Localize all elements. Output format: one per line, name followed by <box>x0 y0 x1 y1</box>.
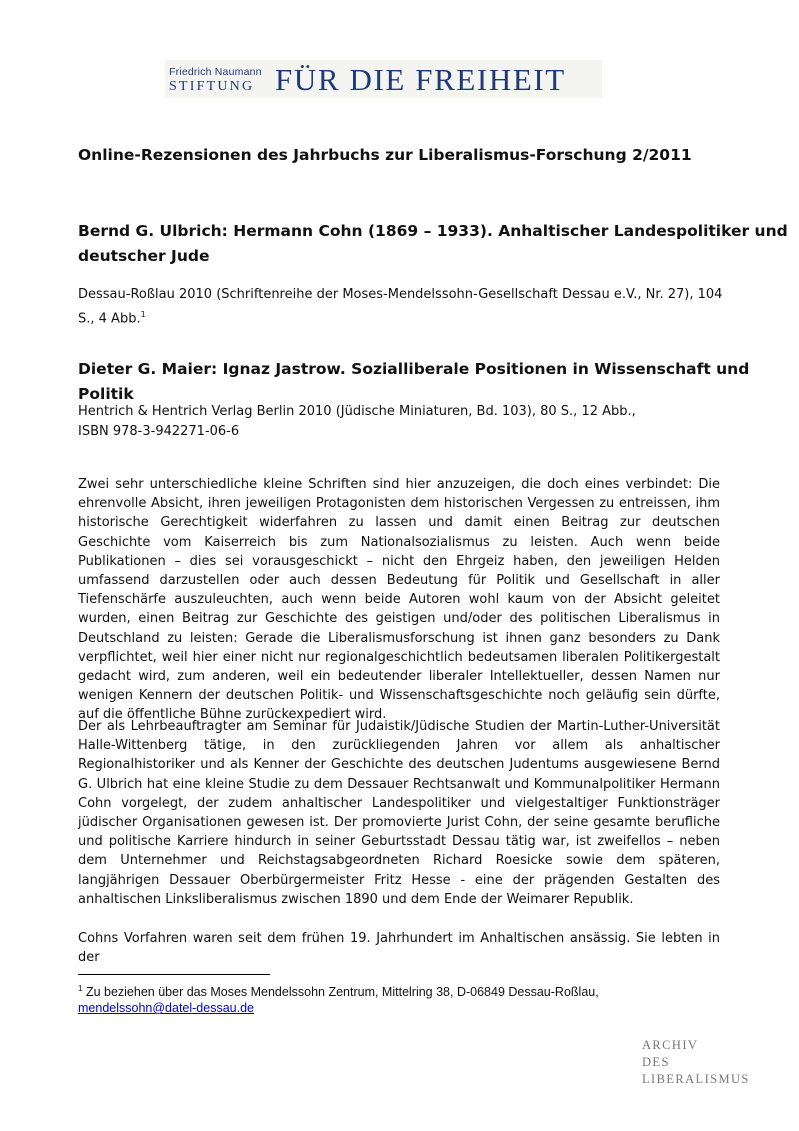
review1-meta-line2: S., 4 Abb.$^1$ <box>78 310 146 327</box>
footnote <box>78 981 718 1016</box>
logo-foundation-name: Friedrich Naumann <box>169 66 262 78</box>
foundation-logo <box>165 60 602 98</box>
archiv-des-liberalismus-logo <box>642 1037 750 1088</box>
archiv-line3: LIBERALISMUS <box>642 1072 750 1086</box>
review1-heading <box>78 219 788 269</box>
footnote-divider <box>78 974 270 975</box>
review1-heading-line1: Bernd G. Ulbrich: Hermann Cohn (1869 – 1933). Anhaltischer Landespolitiker und <box>78 222 788 240</box>
review1-publication-info <box>78 285 722 329</box>
footnote-ref[interactable]: 1 <box>140 310 146 319</box>
review2-heading: Dieter G. Maier: Ignaz Jastrow. Sozialliberale Positionen in Wissenschaft und Politik <box>78 360 750 403</box>
review1-heading-line2: deutscher Jude <box>78 247 210 265</box>
logo-stiftung: STIFTUNG <box>169 79 255 94</box>
review1-meta-line1: Dessau-Roßlau 2010 (Schriftenreihe der Moses-Mendelssohn-Gesellschaft Dessau e.V., Nr. 27), 104 <box>78 287 723 302</box>
document-title: Online-Rezensionen des Jahrbuchs zur Liberalismus-Forschung 2/2011 <box>78 146 692 164</box>
body-paragraph-1: Zwei sehr unterschiedliche kleine Schriften sind hier anzuzeigen, die doch eines verbindet: Die ehrenvolle Absicht, ihren jeweiligen Protagonisten dem historischen Vergessen zu entreissen, ihm historische Gerechtigkeit widerfahren zu lassen und damit einen Beitrag zur deutschen Geschichte vom Kaiserreich bis zum Nationalsozialismus zu leisten. Auch wenn beide Publikationen – dies sei vorausgeschickt – nicht den Ehrgeiz haben, den jeweiligen Helden umfassend darzustellen oder auch dessen Bedeutung für Politik und Gesellschaft in aller Tiefenschärfe auszuleuchten, auch wenn beide Autoren wohl kaum von der Absicht geleitet wurden, einen Beitrag zur Geschichte des geistigen und/oder des politischen Liberalismus in Deutschland zu leisten: Gerade die Liberalismusforschung ist ihnen ganz besonders zu Dank verpflichtet, weil hier einer nicht nur regionalgeschichtlich bedeutsamen liberalen Politikergestalt gedacht wird, zum anderen, weil ein bedeutender liberaler Intellektueller, dessen Namen nur wenigen Kennern der deutschen Politik- und Wissenschaftsgeschichte noch geläufig sein dürfte, auf die öffentliche Bühne zurückexpediert wird. <box>78 477 720 723</box>
review2-isbn: ISBN 978-3-942271-06-6 <box>78 424 240 439</box>
logo-tagline: FÜR DIE FREIHEIT <box>275 62 566 97</box>
review2-publication-info <box>78 402 636 442</box>
body-paragraph-2: Der als Lehrbeauftragter am Seminar für Judaistik/Jüdische Studien der Martin-Luther-Universität Halle-Wittenberg tätige, in den zurückliegenden Jahren vor allem als anhaltischer Regionalhistoriker und als Kenner der Geschichte des deutschen Judentums ausgewiesene Bernd G. Ulbrich hat eine kleine Studie zu dem Dessauer Rechtsanwalt und Kommunalpolitiker Hermann Cohn vorgelegt, der zudem anhaltischer Landespolitiker und vielgestaltiger Funktionsträger jüdischer Organisationen gewesen ist. Der promovierte Jurist Cohn, der seine gesamte berufliche und politische Karriere hindurch in seiner Geburtsstadt Dessau tätig war, ist zweifellos – neben dem Unternehmer und Reichstagsabgeordneten Richard Roesicke sowie dem späteren, langjährigen Dessauer Oberbürgermeister Fritz Hesse - eine der prägenden Gestalten des anhaltischen Linksliberalismus zwischen 1890 und dem Ende der Weimarer Republik. <box>78 719 720 907</box>
archiv-line1: ARCHIV <box>642 1038 699 1052</box>
body-paragraph-3: Cohns Vorfahren waren seit dem frühen 19. Jahrhundert im Anhaltischen ansässig. Sie lebten in der <box>78 931 720 966</box>
archiv-line2: DES <box>642 1055 670 1069</box>
review2-meta-line1: Hentrich & Hentrich Verlag Berlin 2010 (Jüdische Miniaturen, Bd. 103), 80 S., 12 Abb., <box>78 404 636 419</box>
footnote-text: Zu beziehen über das Moses Mendelssohn Zentrum, Mittelring 38, D-06849 Dessau-Roßlau, <box>85 985 599 1000</box>
footnote-email-link[interactable]: mendelssohn@datel-dessau.de <box>78 1001 254 1016</box>
footnote-number: 1 <box>78 984 83 993</box>
